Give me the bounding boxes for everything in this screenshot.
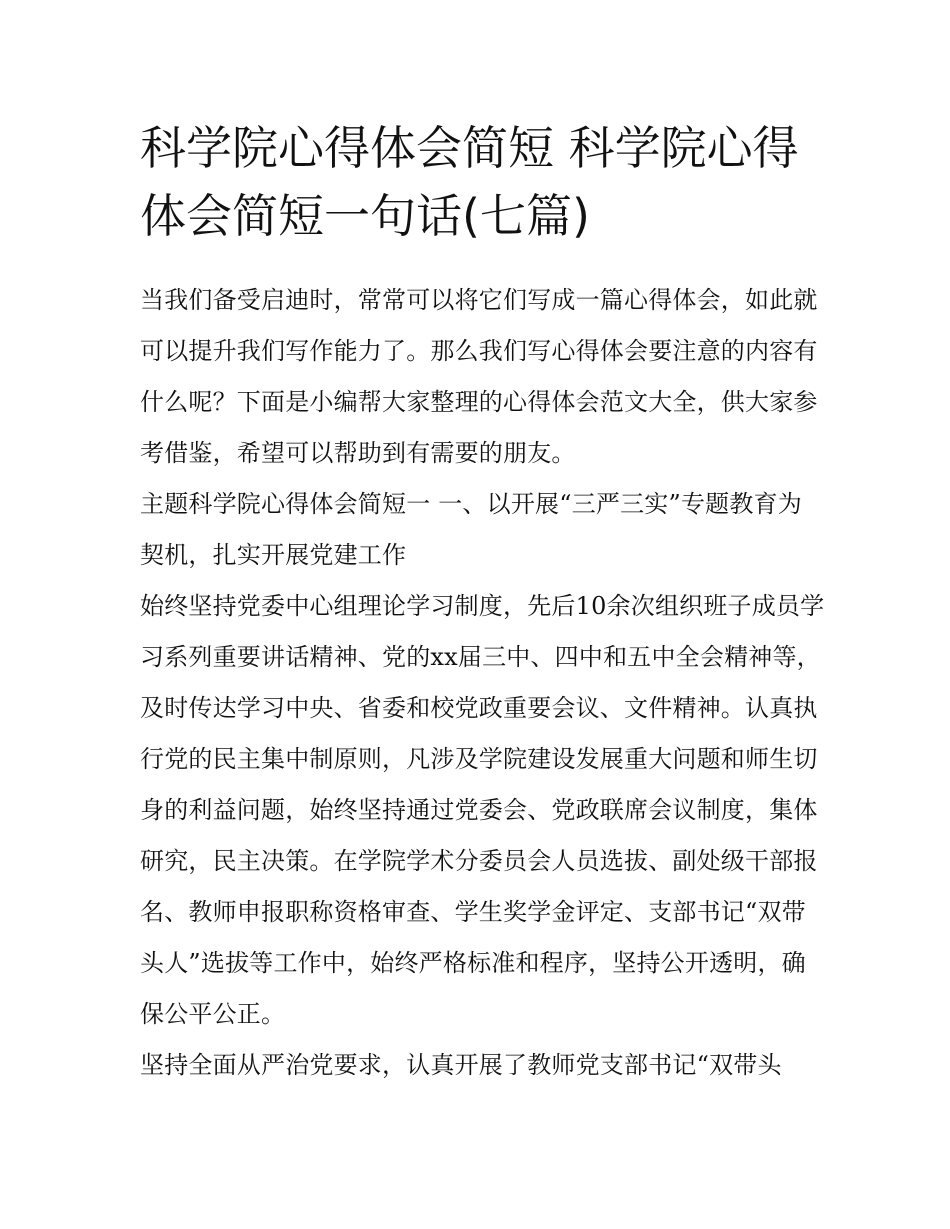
document-title: 科学院心得体会简短 科学院心得体会简短一句话(七篇) (140, 121, 799, 243)
paragraph-continuation: 坚持全面从严治党要求，认真开展了教师党支部书记“双带头 (140, 1051, 782, 1079)
paragraph-intro: 当我们备受启迪时，常常可以将它们写成一篇心得体会，如此就可以提升我们写作能力了。那么我们写心得体会要注意的内容有什么呢？下面是小编帮大家整理的心得体会范文大全，供大家参考借鉴，希望可以帮助到有需要的朋友。 (140, 286, 818, 467)
document-body (140, 275, 825, 1091)
paragraph-section-heading: 主题科学院心得体会简短一 一、以开展“三严三实”专题教育为契机，扎实开展党建工作 (140, 490, 802, 569)
paragraph-body: 始终坚持党委中心组理论学习制度，先后10余次组织班子成员学习系列重要讲话精神、党的xx届三中、四中和五中全会精神等，及时传达学习中央、省委和校党政重要会议、文件精神。认真执行党的民主集中制原则，凡涉及学院建设发展重大问题和师生切身的利益问题，始终坚持通过党委会、党政联席会议制度，集体研究，民主决策。在学院学术分委员会人员选拔、副处级干部报名、教师申报职称资格审查、学生奖学金评定、支部书记“双带头人”选拔等工作中，始终严格标准和程序，坚持公开透明，确保公平公正。 (140, 592, 825, 1028)
